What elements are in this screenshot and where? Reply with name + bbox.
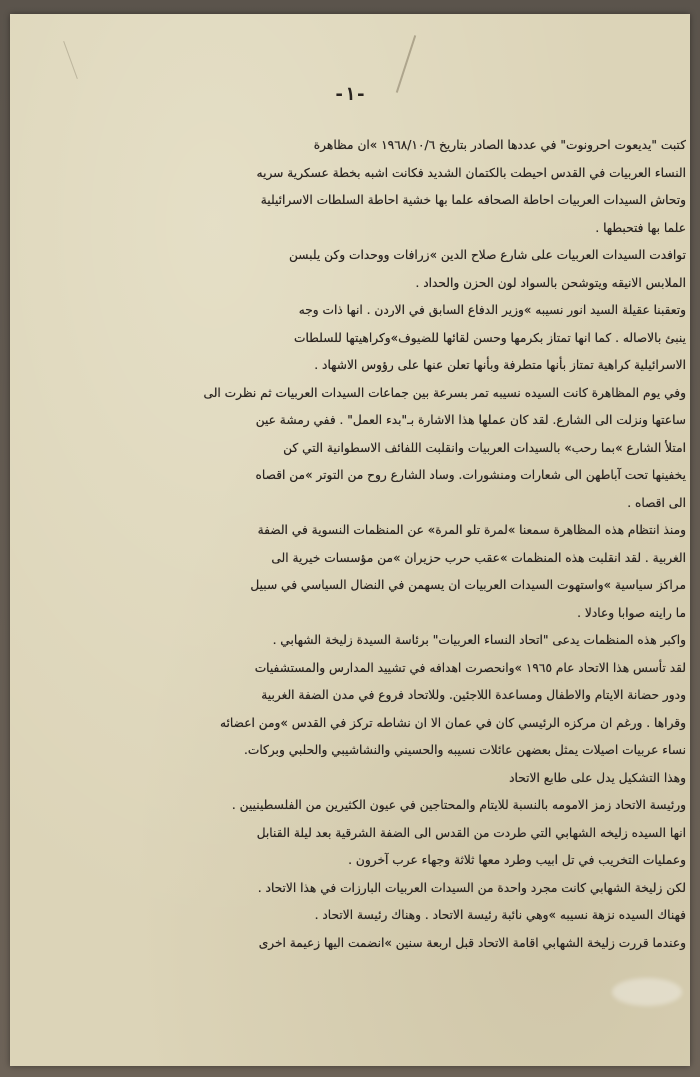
text-line: الغربية . لقد انقلبت هذه المنظمات »عقب حرب حزيران »من مؤسسات خيرية الى: [271, 550, 686, 565]
text-line: وتحاش السيدات العربيات احاطة الصحافه علما بها خشية احاطة السلطات الاسرائيلية: [260, 193, 686, 207]
text-line: امتلأ الشارع »بما رحب» بالسيدات العربيات وانقلبت اللفائف الاسطوانية التي كن: [283, 440, 686, 455]
text-line: الملابس الانيقه ويتوشحن بالسواد لون الحزن والحداد .: [415, 275, 686, 290]
text-line: لكن زليخة الشهابي كانت مجرد واحدة من السيدات العربيات البارزات في هذا الاتحاد .: [257, 880, 686, 895]
paper-wear-mark: [612, 978, 682, 1006]
text-line: وهذا التشكيل يدل على طابع الاتحاد: [509, 770, 686, 785]
text-line: توافدت السيدات العربيات على شارع صلاح الدين »زرافات ووحدات وكن يلبسن: [289, 248, 686, 262]
text-line: كتبت "يديعوت احرونوت" في عددها الصادر بتاريخ ١٩٦٨/١٠/٦ »ان مظاهرة: [313, 138, 686, 152]
text-line: وقراها . ورغم ان مركزه الرئيسي كان في عمان الا ان نشاطه تركز في القدس »ومن اعضائه: [220, 715, 686, 730]
text-line: ورئيسة الاتحاد زمز الامومه بالنسبة للايتام والمحتاجين في عيون الكثيرين من الفلسطينيين .: [231, 798, 686, 812]
text-line: واكبر هذه المنظمات يدعى "اتحاد النساء العربيات" برئاسة السيدة زليخة الشهابي .: [272, 633, 686, 647]
document-body: [100, 132, 686, 957]
text-line: النساء العربيات في القدس احيطت بالكتمان الشديد فكانت اشبه بخطة عسكرية سريه: [256, 165, 686, 180]
page-number: -١-: [333, 84, 367, 105]
text-line: وتعقبنا عقيلة السيد انور نسيبه »وزير الدفاع السابق في الاردن . انها ذات وجه: [298, 303, 686, 317]
text-line: نساء عربيات اصيلات يمثل بعضهن عائلات نسيبه والحسيني والنشاشيبي والحلبي وبركات.: [243, 743, 686, 757]
text-line: يخفينها تحت آباطهن الى شعارات ومنشورات. وساد الشارع روح من التوتر »من اقصاه: [255, 468, 686, 482]
text-line: الى اقصاه .: [627, 495, 686, 510]
text-line: ما راينه صوابا وعادلا .: [577, 605, 686, 620]
text-line: مراكز سياسية »واستهوت السيدات العربيات ان يسهمن في النضال السياسي في سبيل: [250, 578, 686, 592]
text-line: ينبئ بالاصاله . كما انها تمتاز بكرمها وحسن لقائها للضيوف»وكراهيتها للسلطات: [294, 330, 686, 345]
paper-crease-mark: [63, 41, 78, 79]
text-line: فهناك السيده نزهة نسيبه »وهي نائبة رئيسة الاتحاد . وهناك رئيسة الاتحاد .: [314, 908, 686, 922]
text-line: ودور حضانة الايتام والاطفال ومساعدة اللاجئين. وللاتحاد فروع في مدن الضفة الغربية: [261, 688, 686, 702]
text-line: الاسرائيلية كراهية تمتاز بأنها متطرفة وبأنها تعلن عنها على رؤوس الاشهاد .: [314, 358, 686, 372]
text-line: وفي يوم المظاهرة كانت السيده نسيبه تمر بسرعة بين جماعات السيدات العربيات ثم نظرت الى: [203, 385, 686, 400]
text-line: انها السيده زليخه الشهابي التي طردت من القدس الى الضفة الشرقية بعد ليلة القنابل: [256, 825, 686, 840]
text-line: علما بها فتحبطها .: [595, 220, 686, 235]
text-line: وعندما قررت زليخة الشهابي اقامة الاتحاد قبل اربعة سنين »انضمت اليها زعيمة اخرى: [258, 935, 686, 950]
text-line: وعمليات التخريب في تل ابيب وطرد معها ثلاثة وجهاء عرب آخرون .: [348, 853, 686, 867]
text-line: ساعتها ونزلت الى الشارع. لقد كان عملها هذا الاشارة بـ"بدء العمل" . ففي رمشة عين: [255, 413, 686, 427]
text-line: ومنذ انتظام هذه المظاهرة سمعنا »لمرة تلو المرة» عن المنظمات النسوية في الضفة: [257, 523, 686, 537]
text-line: لقد تأسس هذا الاتحاد عام ١٩٦٥ »وانحصرت اهدافه في تشييد المدارس والمستشفيات: [254, 660, 686, 675]
document-page: [10, 14, 690, 1066]
